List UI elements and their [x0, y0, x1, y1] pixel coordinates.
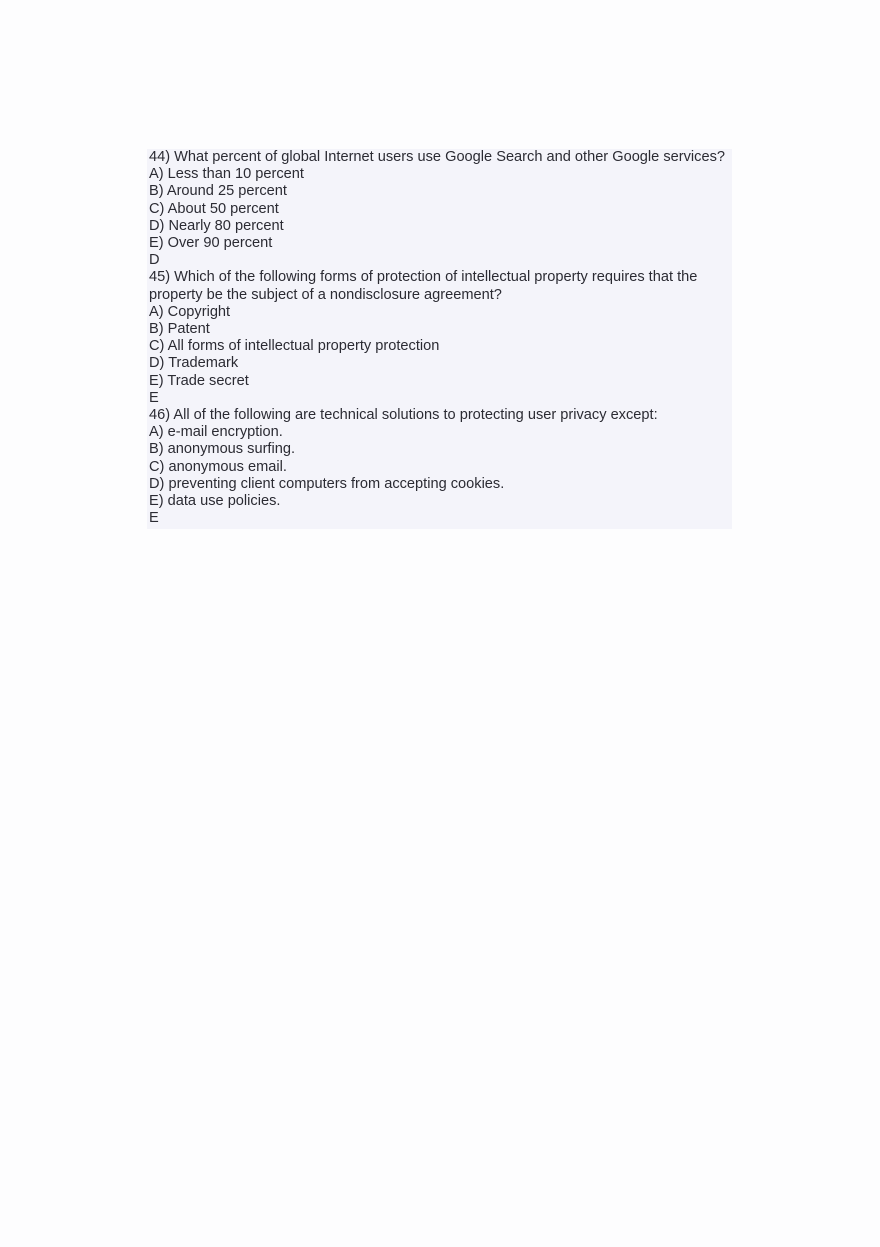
- question-prompt: 46) All of the following are technical solutions to protecting user privacy except:: [149, 407, 658, 424]
- answer-option: C) All forms of intellectual property protection: [149, 338, 440, 355]
- question-44: [149, 149, 730, 269]
- answer-option: D) Trademark: [149, 355, 239, 372]
- question-prompt: 44) What percent of global Internet users use Google Search and other Google services?: [149, 149, 725, 165]
- question-text-block: [147, 149, 732, 529]
- answer-option: E) data use policies.: [149, 493, 281, 510]
- answer-key: D: [149, 252, 160, 269]
- answer-option: B) Patent: [149, 321, 210, 338]
- answer-option: E) Trade secret: [149, 372, 249, 389]
- answer-option: A) Less than 10 percent: [149, 166, 304, 183]
- answer-key: E: [149, 389, 159, 406]
- answer-option: B) Around 25 percent: [149, 183, 287, 200]
- answer-option: A) Copyright: [149, 303, 231, 320]
- answer-option: D) preventing client computers from accepting cookies.: [149, 475, 505, 492]
- answer-option: A) e-mail encryption.: [149, 424, 283, 441]
- question-46: [149, 407, 730, 527]
- answer-key: E: [149, 510, 159, 527]
- question-45: [149, 269, 730, 407]
- answer-option: B) anonymous surfing.: [149, 441, 296, 458]
- answer-option: D) Nearly 80 percent: [149, 217, 284, 234]
- question-prompt: 45) Which of the following forms of protection of intellectual property requires that the property be the subject of a nondisclosure agreement?: [149, 269, 702, 303]
- answer-option: C) About 50 percent: [149, 200, 279, 217]
- answer-option: E) Over 90 percent: [149, 235, 273, 252]
- answer-option: C) anonymous email.: [149, 458, 287, 475]
